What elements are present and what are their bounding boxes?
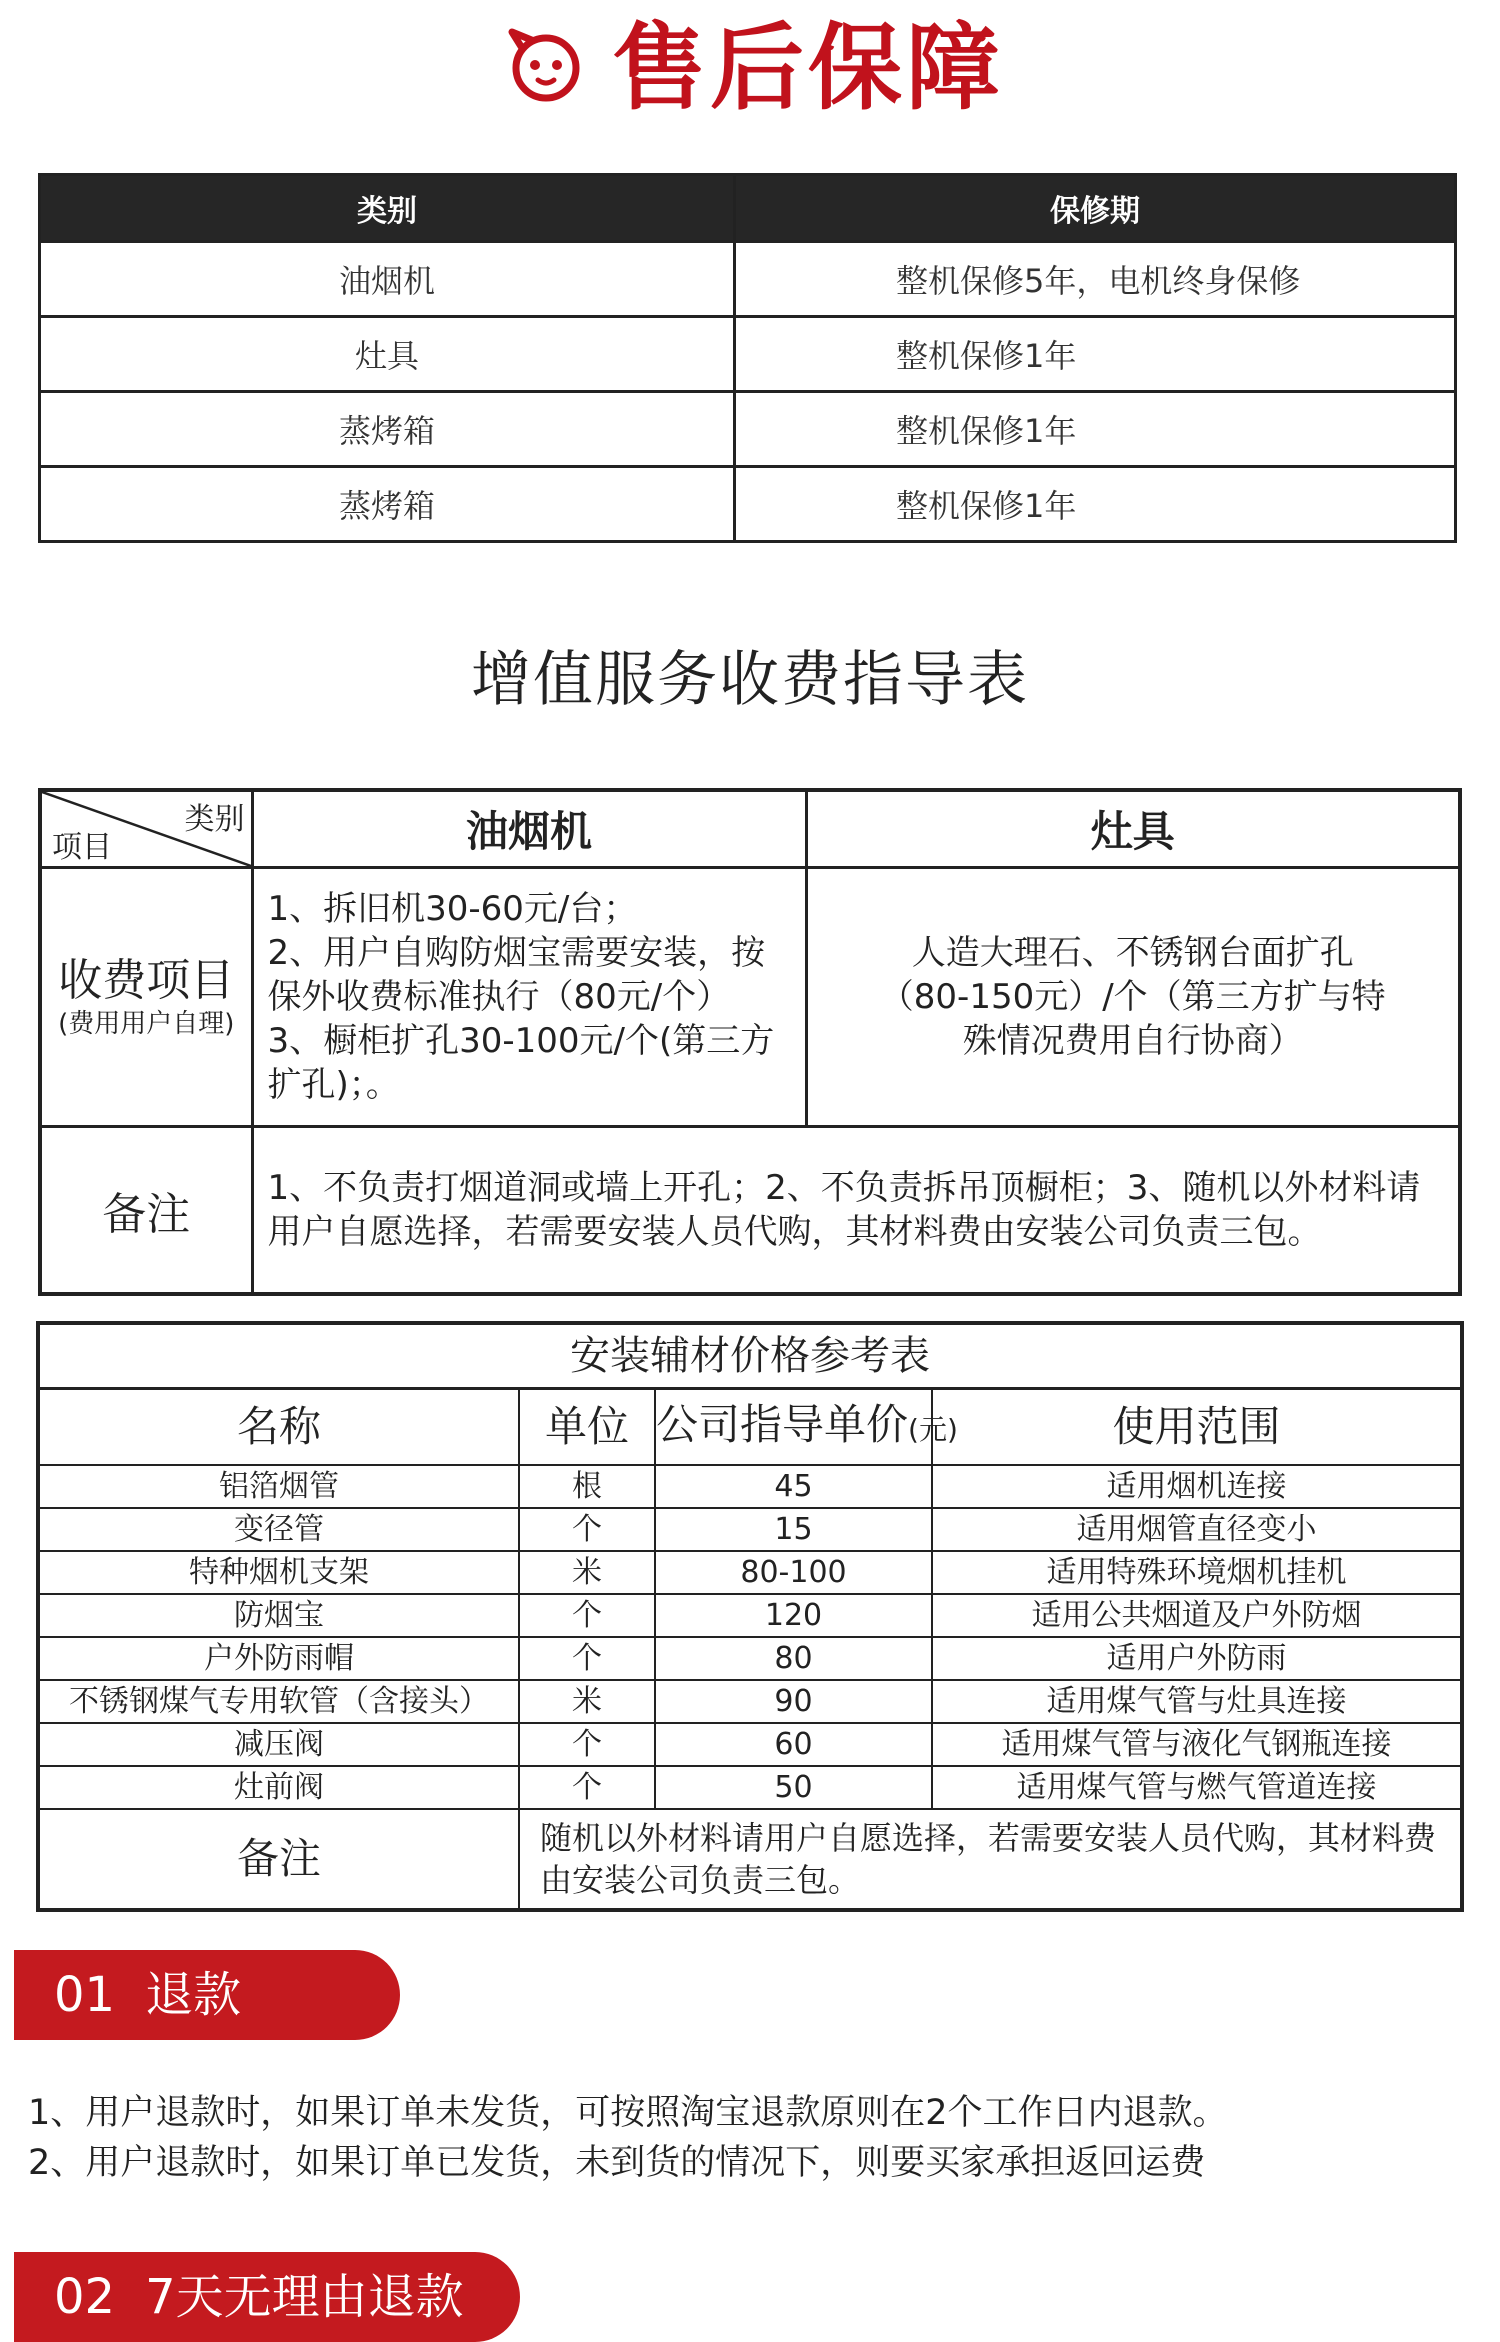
fee-stove-cell: [806, 868, 1460, 1127]
warranty-table: [38, 173, 1457, 543]
warranty-period: 整机保修1年: [735, 317, 1456, 392]
corner-header-cell: [40, 790, 252, 868]
fee-hood-line: 2、用户自购防烟宝需要安装，按保外收费标准执行（80元/个）: [267, 933, 766, 1017]
warranty-category: 灶具: [40, 317, 735, 392]
material-name: 铝箔烟管: [38, 1465, 519, 1508]
table-row: [40, 467, 1456, 542]
material-price: 80-100: [655, 1551, 932, 1594]
material-name: 户外防雨帽: [38, 1637, 519, 1680]
material-price: 120: [655, 1594, 932, 1637]
material-unit: 个: [519, 1594, 655, 1637]
material-scope: 适用烟机连接: [932, 1465, 1462, 1508]
table-row: [40, 392, 1456, 467]
material-unit: 米: [519, 1551, 655, 1594]
section-title: 7天无理由退款: [145, 2269, 464, 2325]
warranty-category: 蒸烤箱: [40, 392, 735, 467]
section-number: 02: [54, 2269, 116, 2325]
section-banner-refund: [14, 1950, 400, 2040]
col-name: 名称: [38, 1389, 519, 1466]
warranty-col-period: 保修期: [735, 175, 1456, 242]
material-unit: 个: [519, 1508, 655, 1551]
materials-caption: 安装辅材价格参考表: [38, 1323, 1462, 1389]
material-scope: 适用煤气管与燃气管道连接: [932, 1766, 1462, 1809]
materials-note-row: [38, 1809, 1462, 1910]
note-row: [40, 1127, 1460, 1295]
fee-sublabel: (费用用户自理): [58, 1009, 235, 1039]
materials-note-label: 备注: [38, 1809, 519, 1910]
warranty-period: 整机保修1年: [735, 392, 1456, 467]
material-name: 灶前阀: [38, 1766, 519, 1809]
material-name: 变径管: [38, 1508, 519, 1551]
fee-hood-cell: [252, 868, 806, 1127]
materials-note-text: 随机以外材料请用户自愿选择，若需要安装人员代购，其材料费由安装公司负责三包。: [519, 1809, 1462, 1910]
warranty-period: 整机保修5年，电机终身保修: [735, 242, 1456, 317]
section-banner-7day-return: [14, 2252, 520, 2342]
material-price: 80: [655, 1637, 932, 1680]
corner-item-label: 项目: [52, 830, 112, 865]
page-header: [0, 0, 1500, 140]
material-unit: 个: [519, 1766, 655, 1809]
material-price: 45: [655, 1465, 932, 1508]
warranty-category: 蒸烤箱: [40, 467, 735, 542]
material-scope: 适用户外防雨: [932, 1637, 1462, 1680]
table-row: [38, 1637, 1462, 1680]
material-scope: 适用煤气管与液化气钢瓶连接: [932, 1723, 1462, 1766]
warranty-category: 油烟机: [40, 242, 735, 317]
page-title: 售后保障: [612, 14, 1005, 123]
material-price: 50: [655, 1766, 932, 1809]
col-range-hood: 油烟机: [252, 790, 806, 868]
material-price: 90: [655, 1680, 932, 1723]
material-name: 防烟宝: [38, 1594, 519, 1637]
table-row: [38, 1680, 1462, 1723]
col-price: [655, 1389, 958, 1466]
fee-stove-text: 人造大理石、不锈钢台面扩孔（80-150元）/个（第三方扩与特殊情况费用自行协商）: [879, 933, 1386, 1061]
section-number: 01: [54, 1967, 116, 2023]
material-name: 不锈钢煤气专用软管（含接头）: [38, 1680, 519, 1723]
fee-hood-line: 1、拆旧机30-60元/台；: [267, 889, 638, 929]
fee-label: 收费项目: [58, 955, 235, 1006]
table-row: [40, 317, 1456, 392]
material-unit: 米: [519, 1680, 655, 1723]
material-scope: 适用特殊环境烟机挂机: [932, 1551, 1462, 1594]
material-name: 减压阀: [38, 1723, 519, 1766]
table-row: [38, 1766, 1462, 1809]
table-row: [38, 1551, 1462, 1594]
section-title: 退款: [145, 1967, 242, 2023]
service-fee-title: 增值服务收费指导表: [471, 645, 1029, 715]
service-fee-table: [38, 788, 1462, 1296]
note-text: 1、不负责打烟道洞或墙上开孔；2、不负责拆吊顶橱柜；3、随机以外材料请用户自愿选择，若需要安装人员代购，其材料费由安装公司负责三包。: [252, 1127, 1460, 1295]
table-row: [38, 1594, 1462, 1637]
table-row: [38, 1723, 1462, 1766]
material-price: 60: [655, 1723, 932, 1766]
col-price-label: 公司指导单价: [656, 1399, 909, 1449]
fee-hood-line: 3、橱柜扩孔30-100元/个(第三方扩孔)；。: [267, 1021, 775, 1105]
warranty-period: 整机保修1年: [735, 467, 1456, 542]
material-unit: 根: [519, 1465, 655, 1508]
material-unit: 个: [519, 1637, 655, 1680]
refund-line: 1、用户退款时，如果订单未发货，可按照淘宝退款原则在2个工作日内退款。: [28, 2093, 1228, 2133]
table-row: [38, 1465, 1462, 1508]
col-unit: 单位: [519, 1389, 655, 1466]
materials-header-row: [38, 1389, 1462, 1466]
refund-policy-text: [28, 2088, 1228, 2188]
note-label: 备注: [40, 1127, 252, 1295]
table-row: [38, 1508, 1462, 1551]
material-name: 特种烟机支架: [38, 1551, 519, 1594]
refund-line: 2、用户退款时，如果订单已发货，未到货的情况下，则要买家承担返回运费: [28, 2143, 1206, 2183]
warranty-col-category: 类别: [40, 175, 735, 242]
material-price: 15: [655, 1508, 932, 1551]
corner-category-label: 类别: [184, 802, 245, 837]
material-unit: 个: [519, 1723, 655, 1766]
smile-logo-icon: [508, 28, 584, 104]
materials-table: [36, 1321, 1464, 1912]
service-header-row: [40, 790, 1460, 868]
fee-row: [40, 868, 1460, 1127]
material-scope: 适用公共烟道及户外防烟: [932, 1594, 1462, 1637]
col-scope: 使用范围: [932, 1389, 1462, 1466]
warranty-header-row: [40, 175, 1456, 242]
table-row: [40, 242, 1456, 317]
material-scope: 适用烟管直径变小: [932, 1508, 1462, 1551]
col-stove: 灶具: [806, 790, 1460, 868]
fee-label-cell: [40, 868, 252, 1127]
material-scope: 适用煤气管与灶具连接: [932, 1680, 1462, 1723]
col-price-unit: (元): [908, 1412, 958, 1446]
